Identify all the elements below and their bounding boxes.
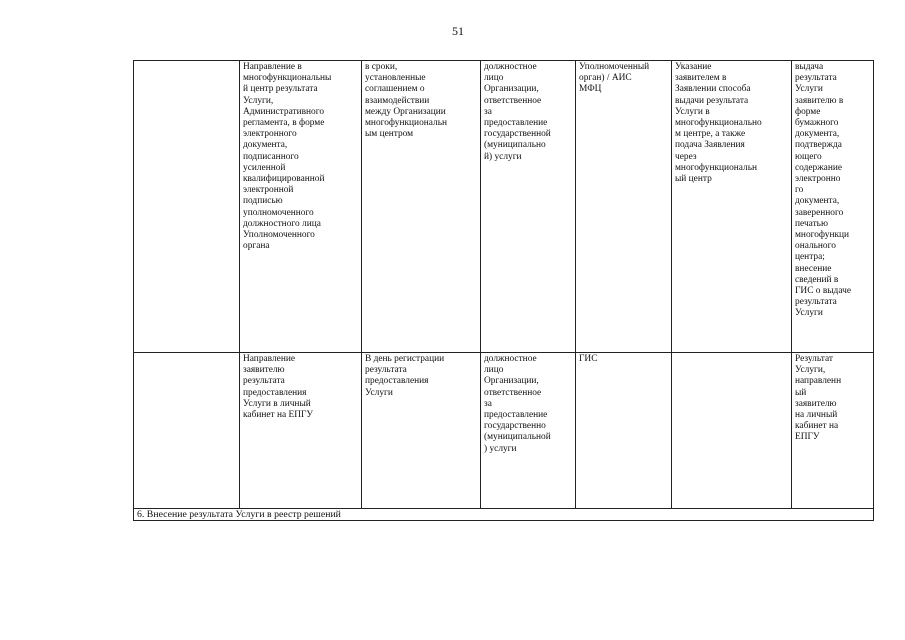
- section-row: [134, 509, 874, 521]
- cell-text: выдача результата Услуги заявителю в форме бумажного документа, подтвержда ющего содержание электронно го документа, заверенного печатью многофункци онального центра; внесение сведений в ГИС о выдаче результата Услуги: [795, 62, 851, 319]
- table-cell: [240, 61, 362, 353]
- cell-text: Уполномоченный орган) / АИС МФЦ: [579, 62, 650, 95]
- cell-text: Результат Услуги, направленн ый заявителю на личный кабинет на ЕПГУ: [795, 354, 842, 443]
- table-row: [134, 61, 874, 353]
- table-cell: [481, 61, 576, 353]
- table-cell: [672, 353, 792, 509]
- cell-text: ГИС: [579, 354, 598, 364]
- cell-text: должностное лицо Организации, ответственное за предоставление государственной (муниципально й) услуги: [484, 62, 551, 162]
- page-number: 51: [452, 24, 464, 38]
- section-cell: [134, 509, 874, 521]
- cell-text: Указание заявителем в Заявлении способа выдачи результата Услуги в многофункционально м центре, а также подача Заявления через многофункциональн ый центр: [675, 62, 762, 185]
- cell-text: Направление в многофункциональны й центр результата Услуги, Административного регламента, в форме электронного документа, подписанного усиленной квалифицированной электронной подписью уполномоченного должностного лица Уполномоченного органа: [243, 62, 332, 252]
- table-cell: [576, 61, 672, 353]
- table-cell: [792, 353, 874, 509]
- table-row: [134, 353, 874, 509]
- table-cell: [362, 61, 481, 353]
- table-cell: [576, 353, 672, 509]
- table-cell: [672, 61, 792, 353]
- table-cell: [240, 353, 362, 509]
- cell-text: в сроки, установленные соглашением о взаимодействии между Организации многофункциональн ым центром: [365, 62, 447, 140]
- table-cell: [134, 353, 240, 509]
- procedure-table: [133, 60, 874, 521]
- cell-text: должностное лицо Организации, ответственное за предоставление государственно (муниципальной ) услуги: [484, 354, 551, 454]
- section-title: 6. Внесение результата Услуги в реестр решений: [137, 509, 341, 520]
- table-cell: [134, 61, 240, 353]
- cell-text: В день регистрации результата предоставления Услуги: [365, 354, 445, 398]
- table-cell: [481, 353, 576, 509]
- cell-text: Направление заявителю результата предоставления Услуги в личный кабинет на ЕПГУ: [243, 354, 314, 421]
- table-cell: [362, 353, 481, 509]
- table-cell: [792, 61, 874, 353]
